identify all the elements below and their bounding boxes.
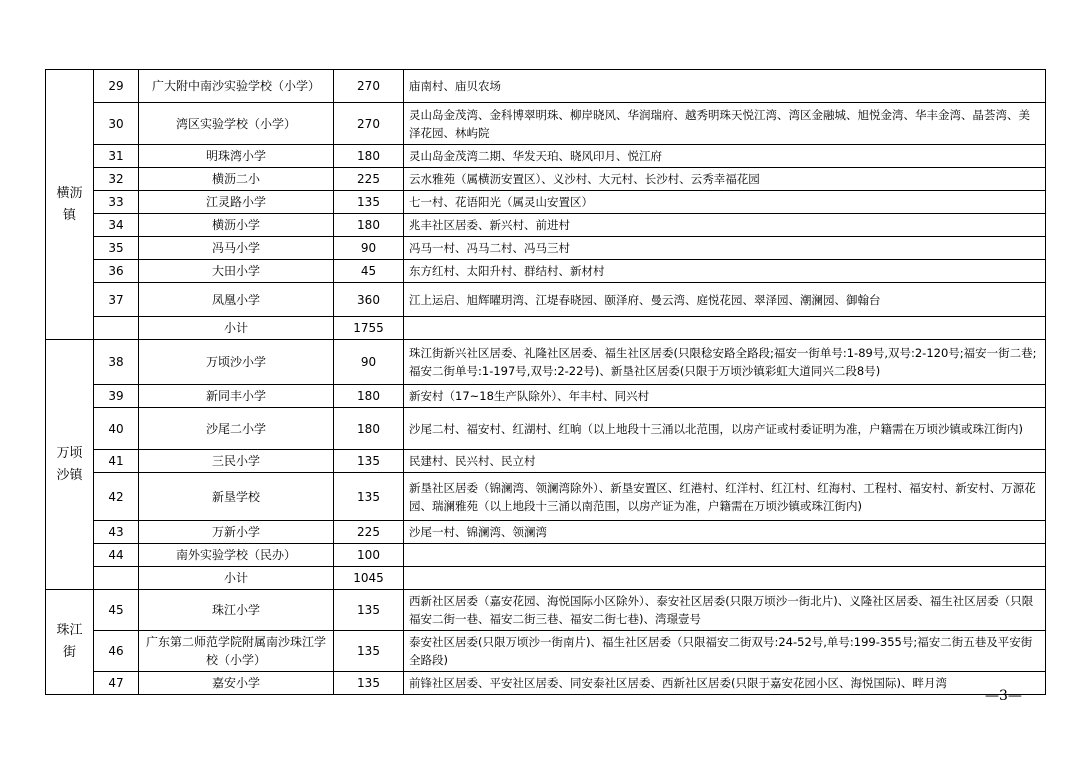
subtotal-value: 1045 — [334, 567, 404, 590]
table-row — [46, 385, 1046, 408]
catchment-area: 东方红村、太阳升村、群结村、新材村 — [404, 260, 1046, 283]
row-number: 45 — [94, 590, 139, 631]
row-number: 34 — [94, 214, 139, 237]
row-number: 40 — [94, 408, 139, 450]
row-number: 36 — [94, 260, 139, 283]
school-name: 大田小学 — [139, 260, 334, 283]
table-row — [46, 521, 1046, 544]
catchment-area: 兆丰社区居委、新兴村、前进村 — [404, 214, 1046, 237]
row-number: 41 — [94, 450, 139, 473]
school-name: 明珠湾小学 — [139, 145, 334, 168]
seat-count: 90 — [334, 340, 404, 385]
row-number: 43 — [94, 521, 139, 544]
table-row — [46, 544, 1046, 567]
school-name: 珠江小学 — [139, 590, 334, 631]
subtotal-value: 1755 — [334, 317, 404, 340]
town-cell: 珠江 街 — [46, 590, 94, 695]
table-row — [46, 237, 1046, 260]
subtotal-label: 小计 — [139, 567, 334, 590]
school-name: 万顷沙小学 — [139, 340, 334, 385]
row-number: 32 — [94, 168, 139, 191]
school-name: 冯马小学 — [139, 237, 334, 260]
school-name: 南外实验学校（民办） — [139, 544, 334, 567]
table-row — [46, 672, 1046, 695]
school-name: 广东第二师范学院附属南沙珠江学校（小学） — [139, 631, 334, 672]
seat-count: 135 — [334, 191, 404, 214]
school-name: 沙尾二小学 — [139, 408, 334, 450]
town-cell: 万顷 沙镇 — [46, 340, 94, 590]
subtotal-empty-cell — [94, 317, 139, 340]
seat-count: 45 — [334, 260, 404, 283]
row-number: 38 — [94, 340, 139, 385]
row-number: 31 — [94, 145, 139, 168]
table-row — [46, 260, 1046, 283]
subtotal-area-empty — [404, 317, 1046, 340]
table-row — [46, 450, 1046, 473]
table-row — [46, 283, 1046, 317]
seat-count: 135 — [334, 450, 404, 473]
seat-count: 100 — [334, 544, 404, 567]
table-row — [46, 103, 1046, 145]
table-row — [46, 631, 1046, 672]
catchment-area: 珠江街新兴社区居委、礼隆社区居委、福生社区居委(只限稔安路全路段;福安一街单号:1-89号,双号:2-120号;福安一街二巷;福安二街单号:1-197号,双号:2-22号)、新垦社区居委(只限于万顷沙镇彩虹大道同兴二段8号) — [404, 340, 1046, 385]
table-row — [46, 168, 1046, 191]
catchment-area: 沙尾一村、锦澜湾、领澜湾 — [404, 521, 1046, 544]
seat-count: 180 — [334, 408, 404, 450]
seat-count: 225 — [334, 168, 404, 191]
catchment-area: 西新社区居委（嘉安花园、海悦国际小区除外）、泰安社区居委(只限万顷沙一街北片)、义隆社区居委、福生社区居委（只限福安二街一巷、福安二街三巷、福安二街七巷)、湾璟壹号 — [404, 590, 1046, 631]
school-name: 横沥小学 — [139, 214, 334, 237]
catchment-area: 泰安社区居委(只限万顷沙一街南片)、福生社区居委（只限福安二街双号:24-52号,单号:199-355号;福安二街五巷及平安街全路段) — [404, 631, 1046, 672]
catchment-area: 前锋社区居委、平安社区居委、同安泰社区居委、西新社区居委(只限于嘉安花园小区、海悦国际)、畔月湾 — [404, 672, 1046, 695]
subtotal-row — [46, 317, 1046, 340]
catchment-area: 灵山岛金茂湾二期、华发天珀、晓风印月、悦江府 — [404, 145, 1046, 168]
catchment-area — [404, 544, 1046, 567]
table-row — [46, 145, 1046, 168]
seat-count: 135 — [334, 631, 404, 672]
catchment-area: 民建村、民兴村、民立村 — [404, 450, 1046, 473]
school-name: 三民小学 — [139, 450, 334, 473]
enrollment-table — [45, 69, 1046, 695]
school-name: 万新小学 — [139, 521, 334, 544]
row-number: 47 — [94, 672, 139, 695]
seat-count: 225 — [334, 521, 404, 544]
row-number: 42 — [94, 473, 139, 521]
catchment-area: 新安村（17~18生产队除外）、年丰村、同兴村 — [404, 385, 1046, 408]
row-number: 29 — [94, 70, 139, 103]
table-body — [46, 70, 1046, 695]
seat-count: 360 — [334, 283, 404, 317]
subtotal-area-empty — [404, 567, 1046, 590]
seat-count: 90 — [334, 237, 404, 260]
seat-count: 180 — [334, 214, 404, 237]
catchment-area: 沙尾二村、福安村、红湖村、红晌（以上地段十三涌以北范围，以房产证或村委证明为准，户籍需在万顷沙镇或珠江街内) — [404, 408, 1046, 450]
table-row — [46, 473, 1046, 521]
catchment-area: 灵山岛金茂湾、金科博翠明珠、柳岸晓风、华润瑞府、越秀明珠天悦江湾、湾区金融城、旭悦金湾、华丰金湾、晶荟湾、美泽花园、林屿院 — [404, 103, 1046, 145]
seat-count: 135 — [334, 590, 404, 631]
catchment-area: 江上运启、旭辉曜玥湾、江堤春晓园、颐泽府、曼云湾、庭悦花园、翠泽园、潮澜园、御翰台 — [404, 283, 1046, 317]
school-name: 横沥二小 — [139, 168, 334, 191]
row-number: 46 — [94, 631, 139, 672]
table-row — [46, 214, 1046, 237]
town-cell: 横沥 镇 — [46, 70, 94, 340]
subtotal-row — [46, 567, 1046, 590]
school-name: 广大附中南沙实验学校（小学） — [139, 70, 334, 103]
seat-count: 180 — [334, 145, 404, 168]
table-row — [46, 70, 1046, 103]
seat-count: 135 — [334, 473, 404, 521]
seat-count: 135 — [334, 672, 404, 695]
row-number: 37 — [94, 283, 139, 317]
row-number: 30 — [94, 103, 139, 145]
row-number: 35 — [94, 237, 139, 260]
row-number: 33 — [94, 191, 139, 214]
page-number: —3— — [985, 688, 1022, 704]
table-row — [46, 340, 1046, 385]
table-row — [46, 191, 1046, 214]
catchment-area: 七一村、花语阳光（属灵山安置区） — [404, 191, 1046, 214]
school-name: 湾区实验学校（小学） — [139, 103, 334, 145]
school-name: 江灵路小学 — [139, 191, 334, 214]
seat-count: 270 — [334, 103, 404, 145]
row-number: 39 — [94, 385, 139, 408]
row-number: 44 — [94, 544, 139, 567]
school-name: 凤凰小学 — [139, 283, 334, 317]
catchment-area: 庙南村、庙贝农场 — [404, 70, 1046, 103]
school-name: 新同丰小学 — [139, 385, 334, 408]
table-row — [46, 590, 1046, 631]
subtotal-label: 小计 — [139, 317, 334, 340]
subtotal-empty-cell — [94, 567, 139, 590]
school-name: 新垦学校 — [139, 473, 334, 521]
seat-count: 270 — [334, 70, 404, 103]
school-name: 嘉安小学 — [139, 672, 334, 695]
table-row — [46, 408, 1046, 450]
catchment-area: 云水雅苑（属横沥安置区）、义沙村、大元村、长沙村、云秀幸福花园 — [404, 168, 1046, 191]
seat-count: 180 — [334, 385, 404, 408]
catchment-area: 新垦社区居委（锦澜湾、领澜湾除外）、新垦安置区、红港村、红洋村、红江村、红海村、工程村、福安村、新安村、万源花园、瑞澜雅苑（以上地段十三涌以南范围，以房产证为准，户籍需在万顷沙镇或珠江街内) — [404, 473, 1046, 521]
catchment-area: 冯马一村、冯马二村、冯马三村 — [404, 237, 1046, 260]
